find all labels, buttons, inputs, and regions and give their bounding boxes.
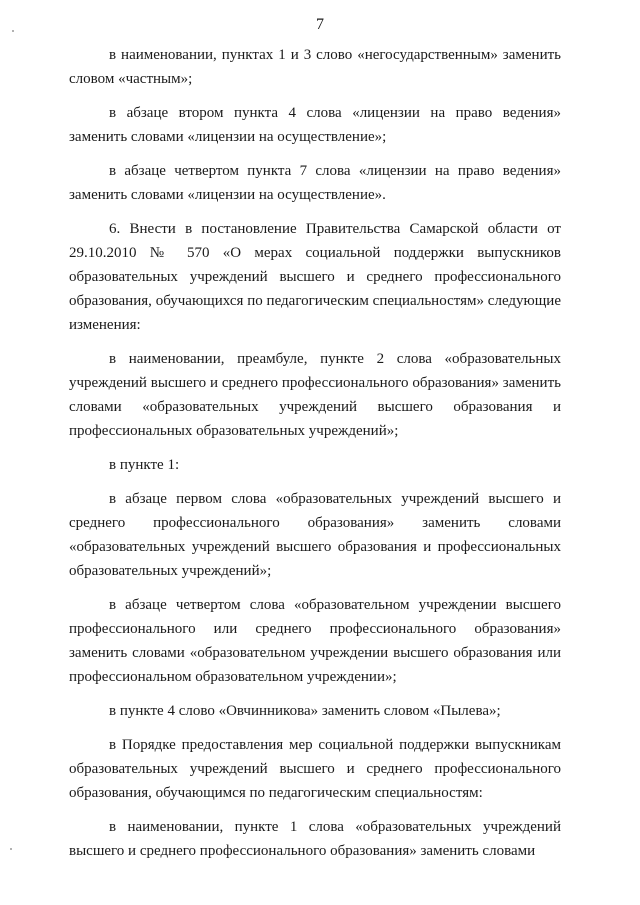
page-number: 7: [316, 16, 324, 33]
paragraph: 6. Внести в постановление Правительства Самарской области от 29.10.2010 № 570 «О мерах социальной поддержки выпускников образовательных учреждений высшего и среднего профессионального образования, обучающихся по педагогическим специальностям» следующие изменения:: [69, 221, 561, 333]
paragraph: в наименовании, пункте 1 слова «образовательных учреждений высшего и среднего профессионального образования» заменить словами: [69, 819, 561, 859]
paragraph: в пункте 1:: [109, 457, 180, 473]
document-body: [69, 43, 561, 873]
paragraph: в пункте 4 слово «Овчинникова» заменить словом «Пылева»;: [109, 703, 501, 719]
paragraph: в абзаце первом слова «образовательных учреждений высшего и среднего профессионального образования» заменить словами «образовательных учреждений высшего образования и профессиональных образовательных учреждений»;: [69, 491, 561, 579]
paragraph: в наименовании, пунктах 1 и 3 слово «негосударственным» заменить словом «частным»;: [69, 47, 561, 87]
scan-speck: [12, 30, 14, 32]
paragraph: в наименовании, преамбуле, пункте 2 слова «образовательных учреждений высшего и среднего профессионального образования» заменить словами «образовательных учреждений высшего образования и профессиональных образовательных учреждений»;: [69, 351, 561, 439]
paragraph: в Порядке предоставления мер социальной поддержки выпускникам образовательных учреждений высшего и среднего профессионального образования, обучающимся по педагогическим специальностям:: [69, 737, 561, 801]
paragraph: в абзаце втором пункта 4 слова «лицензии на право ведения» заменить словами «лицензии на осуществление»;: [69, 105, 561, 145]
paragraph: в абзаце четвертом слова «образовательном учреждении высшего профессионального или среднего профессионального образования» заменить словами «образовательном учреждении высшего образования или профессиональном образовательном учреждении»;: [69, 597, 561, 685]
paragraph: в абзаце четвертом пункта 7 слова «лицензии на право ведения» заменить словами «лицензии на осуществление».: [69, 163, 561, 203]
scan-speck: [10, 848, 12, 850]
